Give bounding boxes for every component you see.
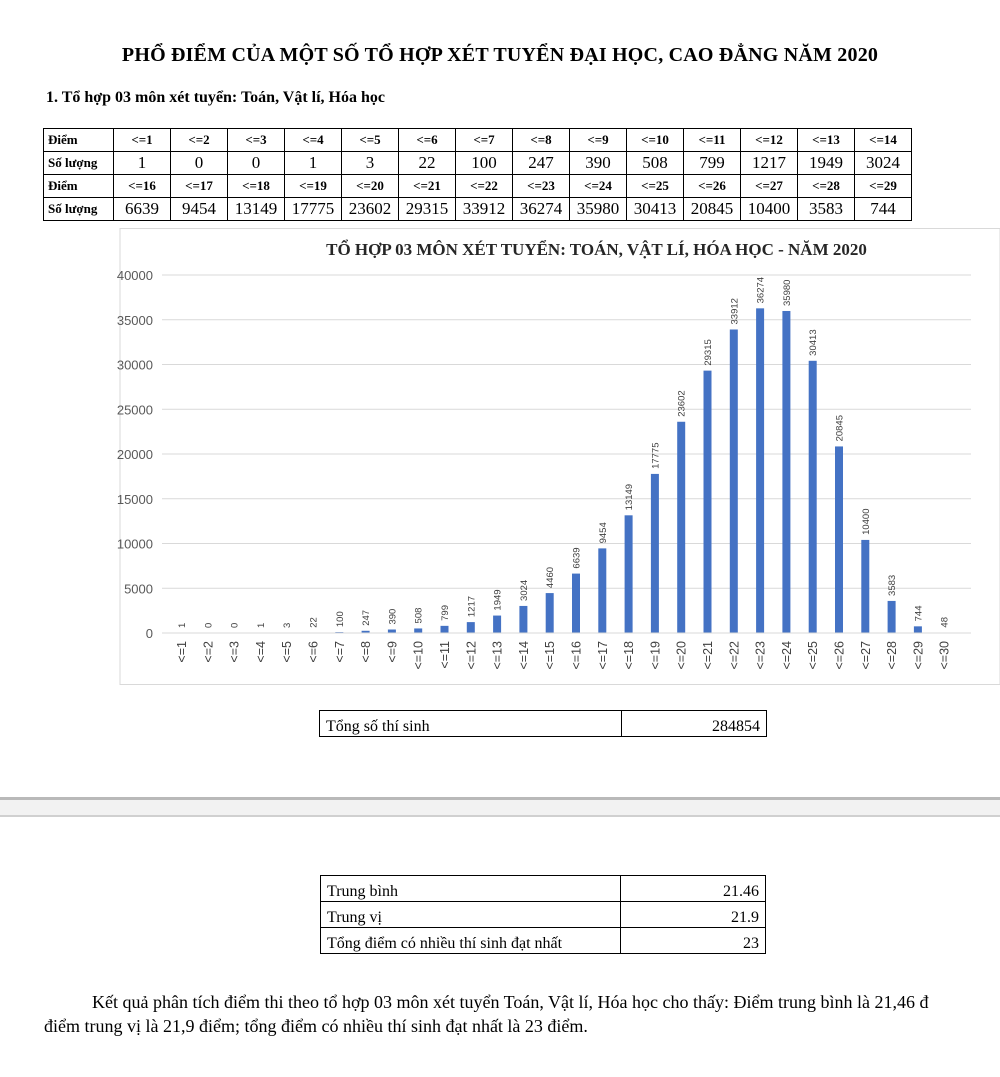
count-cell: 100 bbox=[456, 152, 513, 175]
data-label: 13149 bbox=[624, 483, 636, 511]
data-label: 36274 bbox=[755, 276, 767, 304]
x-tick-label: <=2 bbox=[201, 641, 216, 663]
y-tick-label: 10000 bbox=[116, 536, 153, 552]
bar bbox=[809, 361, 817, 633]
conclusion-line-1: Kết quả phân tích điểm thi theo tổ hợp 03 môn xét tuyển Toán, Vật lí, Hóa học cho thấy: Điểm trung bình là 21,46 đ bbox=[92, 992, 929, 1012]
bar bbox=[625, 515, 633, 633]
score-cell: <=20 bbox=[342, 175, 399, 198]
score-cell: <=19 bbox=[285, 175, 342, 198]
bar bbox=[467, 622, 475, 633]
score-header: Điểm bbox=[44, 129, 114, 152]
score-cell: <=7 bbox=[456, 129, 513, 152]
stat-value: 21.9 bbox=[621, 902, 766, 928]
bar bbox=[730, 329, 738, 633]
x-tick-label: <=11 bbox=[438, 641, 452, 669]
stat-label: Trung vị bbox=[321, 902, 621, 928]
score-cell: <=14 bbox=[855, 129, 912, 152]
stat-value: 23 bbox=[621, 928, 766, 954]
score-cell: <=8 bbox=[513, 129, 570, 152]
count-cell: 30413 bbox=[627, 198, 684, 221]
count-cell: 1 bbox=[285, 152, 342, 175]
chart-svg bbox=[96, 228, 1000, 686]
data-label: 17775 bbox=[650, 442, 662, 469]
score-cell: <=29 bbox=[855, 175, 912, 198]
count-cell: 3 bbox=[342, 152, 399, 175]
bar bbox=[888, 601, 896, 633]
data-label: 3024 bbox=[518, 579, 530, 601]
x-tick-label: <=10 bbox=[411, 641, 426, 670]
count-cell: 390 bbox=[570, 152, 627, 175]
score-cell: <=21 bbox=[399, 175, 456, 198]
bar bbox=[493, 616, 501, 633]
y-tick-label: 20000 bbox=[116, 447, 153, 462]
statistics-table bbox=[320, 875, 766, 954]
x-tick-label: <=25 bbox=[806, 641, 821, 670]
score-cell: <=16 bbox=[114, 175, 171, 198]
page-gap bbox=[0, 800, 1000, 815]
data-label: 100 bbox=[334, 611, 346, 628]
count-cell: 3583 bbox=[798, 198, 855, 221]
x-tick-label: <=5 bbox=[280, 641, 295, 663]
x-tick-label: <=30 bbox=[937, 641, 952, 670]
data-label: 799 bbox=[440, 604, 451, 621]
y-tick-label: 35000 bbox=[116, 312, 153, 328]
data-label: 508 bbox=[413, 607, 425, 624]
data-label: 247 bbox=[361, 609, 373, 626]
count-cell: 0 bbox=[228, 152, 285, 175]
score-cell: <=25 bbox=[627, 175, 684, 198]
bar bbox=[572, 574, 580, 633]
y-tick-label: 25000 bbox=[116, 402, 153, 418]
x-tick-label: <=3 bbox=[227, 641, 242, 663]
score-cell: <=26 bbox=[684, 175, 741, 198]
bar bbox=[651, 474, 659, 633]
data-label: 0 bbox=[203, 622, 215, 628]
x-tick-label: <=12 bbox=[464, 641, 479, 670]
score-cell: <=6 bbox=[399, 129, 456, 152]
chart-title: TỔ HỢP 03 MÔN XÉT TUYỂN: TOÁN, VẬT LÍ, HÓA HỌC - NĂM 2020 bbox=[326, 240, 867, 259]
count-cell: 1217 bbox=[741, 152, 798, 175]
data-label: 1 bbox=[177, 622, 188, 628]
count-cell: 508 bbox=[627, 152, 684, 175]
x-tick-label: <=17 bbox=[595, 641, 610, 670]
score-header: Điểm bbox=[44, 175, 114, 198]
count-cell: 33912 bbox=[456, 198, 513, 221]
count-row-1 bbox=[44, 152, 912, 175]
data-label: 1949 bbox=[492, 589, 504, 611]
score-cell: <=17 bbox=[171, 175, 228, 198]
score-cell: <=10 bbox=[627, 129, 684, 152]
score-cell: <=11 bbox=[684, 129, 741, 152]
bar bbox=[835, 446, 843, 633]
score-cell: <=22 bbox=[456, 175, 513, 198]
x-tick-label: <=27 bbox=[858, 641, 873, 670]
section-heading: 1. Tổ hợp 03 môn xét tuyển: Toán, Vật lí, Hóa học bbox=[46, 89, 385, 106]
data-label: 29315 bbox=[703, 339, 714, 366]
score-cell: <=23 bbox=[513, 175, 570, 198]
x-tick-label: <=26 bbox=[832, 641, 847, 670]
data-label: 30413 bbox=[808, 329, 820, 356]
x-tick-label: <=28 bbox=[885, 641, 900, 670]
bar bbox=[914, 626, 922, 633]
total-value: 284854 bbox=[622, 711, 767, 737]
score-cell: <=2 bbox=[171, 129, 228, 152]
x-tick-label: <=6 bbox=[306, 641, 321, 663]
count-cell: 20845 bbox=[684, 198, 741, 221]
count-cell: 3024 bbox=[855, 152, 912, 175]
y-tick-label: 15000 bbox=[116, 491, 153, 507]
count-cell: 10400 bbox=[741, 198, 798, 221]
y-tick-label: 5000 bbox=[124, 581, 153, 597]
count-header: Số lượng bbox=[44, 152, 114, 175]
bar bbox=[782, 311, 790, 633]
data-label: 23602 bbox=[676, 390, 688, 417]
score-distribution-chart bbox=[96, 228, 1000, 686]
data-label: 1 bbox=[255, 622, 267, 628]
total-table bbox=[319, 710, 767, 737]
x-tick-label: <=16 bbox=[569, 641, 584, 670]
data-label: 744 bbox=[913, 605, 925, 622]
x-tick-label: <=22 bbox=[727, 641, 742, 670]
count-cell: 17775 bbox=[285, 198, 342, 221]
count-cell: 1 bbox=[114, 152, 171, 175]
total-row bbox=[320, 711, 767, 737]
score-cell: <=18 bbox=[228, 175, 285, 198]
bar bbox=[519, 606, 527, 633]
score-row-1 bbox=[44, 129, 912, 152]
bar bbox=[704, 371, 712, 633]
stat-label: Tổng điểm có nhiều thí sinh đạt nhất bbox=[321, 928, 621, 954]
count-cell: 22 bbox=[399, 152, 456, 175]
score-cell: <=9 bbox=[570, 129, 627, 152]
stat-row-mean bbox=[321, 876, 766, 902]
x-tick-label: <=1 bbox=[175, 641, 189, 663]
x-tick-label: <=29 bbox=[911, 641, 926, 670]
stat-value: 21.46 bbox=[621, 876, 766, 902]
score-cell: <=28 bbox=[798, 175, 855, 198]
count-cell: 23602 bbox=[342, 198, 399, 221]
data-label: 4460 bbox=[545, 566, 557, 589]
score-row-2 bbox=[44, 175, 912, 198]
conclusion-line-2: điểm trung vị là 21,9 điểm; tổng điểm có nhiều thí sinh đạt nhất là 23 điểm. bbox=[44, 1016, 588, 1036]
y-tick-label: 0 bbox=[145, 626, 153, 641]
x-tick-label: <=4 bbox=[253, 641, 268, 663]
score-distribution-table bbox=[43, 128, 912, 221]
score-cell: <=4 bbox=[285, 129, 342, 152]
bar bbox=[598, 548, 606, 633]
score-cell: <=24 bbox=[570, 175, 627, 198]
bar bbox=[441, 626, 449, 633]
stat-row-median bbox=[321, 902, 766, 928]
bar bbox=[756, 308, 764, 633]
count-cell: 6639 bbox=[114, 198, 171, 221]
count-cell: 36274 bbox=[513, 198, 570, 221]
x-tick-label: <=13 bbox=[490, 641, 505, 670]
data-label: 22 bbox=[308, 617, 320, 628]
data-label: 48 bbox=[939, 616, 951, 628]
count-cell: 13149 bbox=[228, 198, 285, 221]
count-cell: 247 bbox=[513, 152, 570, 175]
x-tick-label: <=20 bbox=[674, 641, 689, 670]
count-cell: 29315 bbox=[399, 198, 456, 221]
x-tick-label: <=21 bbox=[701, 641, 715, 670]
x-tick-label: <=18 bbox=[622, 641, 637, 670]
data-label: 390 bbox=[387, 608, 399, 625]
score-cell: <=5 bbox=[342, 129, 399, 152]
score-cell: <=12 bbox=[741, 129, 798, 152]
score-cell: <=1 bbox=[114, 129, 171, 152]
conclusion-paragraph bbox=[44, 990, 1000, 1038]
page-title: PHỔ ĐIỂM CỦA MỘT SỐ TỔ HỢP XÉT TUYỂN ĐẠI HỌC, CAO ĐẲNG NĂM 2020 bbox=[121, 44, 879, 66]
count-cell: 35980 bbox=[570, 198, 627, 221]
x-tick-label: <=8 bbox=[359, 641, 374, 663]
stat-row-mode bbox=[321, 928, 766, 954]
bar bbox=[861, 540, 869, 633]
count-header: Số lượng bbox=[44, 198, 114, 221]
x-tick-label: <=23 bbox=[753, 641, 768, 670]
data-label: 0 bbox=[229, 622, 241, 628]
total-label: Tổng số thí sinh bbox=[320, 711, 622, 737]
count-row-2 bbox=[44, 198, 912, 221]
data-label: 9454 bbox=[597, 522, 609, 544]
bar bbox=[414, 628, 422, 633]
data-label: 10400 bbox=[860, 508, 872, 535]
x-tick-label: <=15 bbox=[543, 641, 558, 670]
data-label: 35980 bbox=[781, 279, 793, 306]
data-label: 1217 bbox=[466, 595, 478, 618]
x-tick-label: <=14 bbox=[516, 641, 531, 670]
count-cell: 0 bbox=[171, 152, 228, 175]
x-tick-label: <=19 bbox=[648, 641, 663, 670]
score-cell: <=13 bbox=[798, 129, 855, 152]
count-cell: 744 bbox=[855, 198, 912, 221]
x-tick-label: <=24 bbox=[779, 641, 794, 670]
y-tick-label: 30000 bbox=[116, 357, 153, 373]
score-cell: <=3 bbox=[228, 129, 285, 152]
data-label: 3583 bbox=[887, 574, 899, 596]
x-tick-label: <=9 bbox=[385, 641, 400, 663]
count-cell: 799 bbox=[684, 152, 741, 175]
score-cell: <=27 bbox=[741, 175, 798, 198]
count-cell: 9454 bbox=[171, 198, 228, 221]
data-label: 33912 bbox=[729, 298, 741, 325]
page-divider bbox=[0, 815, 1000, 817]
y-tick-label: 40000 bbox=[116, 268, 153, 283]
stat-label: Trung bình bbox=[321, 876, 621, 902]
data-label: 20845 bbox=[834, 415, 846, 442]
bar bbox=[388, 630, 396, 633]
data-label: 6639 bbox=[571, 547, 583, 569]
bar bbox=[677, 422, 685, 633]
bar bbox=[546, 593, 554, 633]
data-label: 3 bbox=[282, 622, 294, 628]
count-cell: 1949 bbox=[798, 152, 855, 175]
x-tick-label: <=7 bbox=[332, 641, 347, 663]
